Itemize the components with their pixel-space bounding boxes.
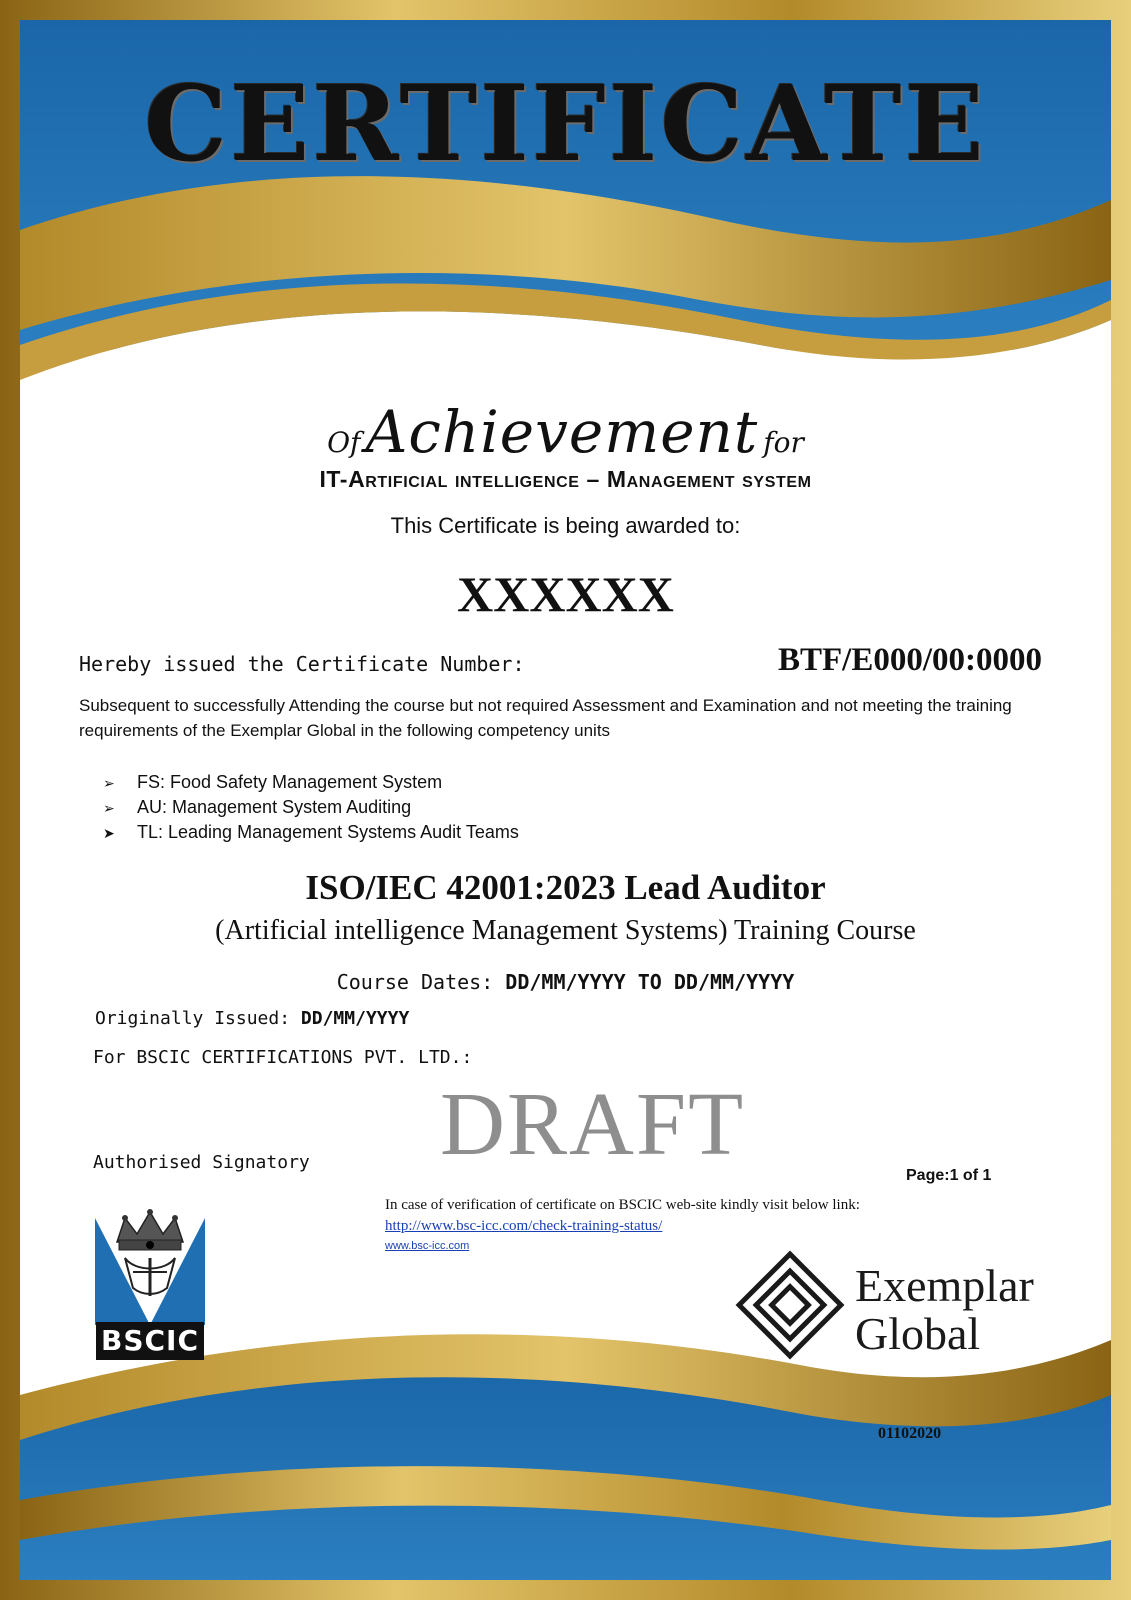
issued-value: DD/MM/YYYY: [300, 1008, 410, 1029]
competency-units-list: [103, 770, 519, 845]
certificate-title: CERTIFICATE: [144, 62, 987, 185]
course-title: ISO/IEC 42001:2023 Lead Auditor: [305, 868, 826, 907]
arrow-icon: ➤: [103, 825, 115, 841]
recipient-name: XXXXXX: [457, 566, 674, 622]
issued-label: Originally Issued:: [95, 1008, 291, 1029]
arrow-icon: ➢: [103, 800, 115, 816]
course-dates-value: DD/MM/YYYY TO DD/MM/YYYY: [505, 970, 795, 994]
originally-issued: [95, 1008, 409, 1029]
authorised-signatory: Authorised Signatory: [93, 1152, 310, 1173]
awarded-text: This Certificate is being awarded to:: [390, 513, 741, 538]
page-number: Page:1 of 1: [906, 1167, 992, 1184]
document-code: 01102020: [878, 1425, 942, 1442]
of-word: Of: [327, 426, 361, 459]
achievement-word: Achievement: [365, 398, 759, 466]
list-item: ➤ TL: Leading Management Systems Audit Teams: [103, 820, 519, 845]
draft-watermark: DRAFT: [440, 1075, 746, 1174]
verification-link[interactable]: http://www.bsc-icc.com/check-training-status/: [385, 1218, 663, 1234]
list-item: ➢ FS: Food Safety Management System: [103, 770, 519, 795]
achievement-heading: [0, 398, 1131, 466]
website-link[interactable]: www.bsc-icc.com: [385, 1240, 470, 1252]
verification-text: In case of verification of certificate on BSCIC web-site kindly visit below link:: [385, 1197, 860, 1213]
course-subtitle: (Artificial intelligence Management Systems) Training Course: [215, 915, 916, 946]
exemplar-global-text: Exemplar Global: [855, 1260, 1034, 1359]
course-dates: [0, 970, 1131, 994]
bscic-logo-text: BSCIC: [96, 1322, 204, 1360]
arrow-icon: ➢: [103, 775, 115, 791]
company-line: For BSCIC CERTIFICATIONS PVT. LTD.:: [93, 1047, 473, 1068]
list-item: ➢ AU: Management System Auditing: [103, 795, 519, 820]
program-title: IT-Artificial intelligence – Management system: [319, 466, 812, 492]
certificate-number-label: Hereby issued the Certificate Number:: [79, 652, 525, 676]
course-dates-label: Course Dates:: [336, 970, 494, 994]
for-word: for: [763, 426, 804, 459]
exemplar-global-logo-icon: [735, 1250, 845, 1360]
subsequent-paragraph: Subsequent to successfully Attending the course but not required Assessment and Examination and not meeting the training requirements of the Exemplar Global in the following competency units: [79, 696, 1012, 740]
certificate-number: BTF/E000/00:0000: [778, 642, 1043, 678]
